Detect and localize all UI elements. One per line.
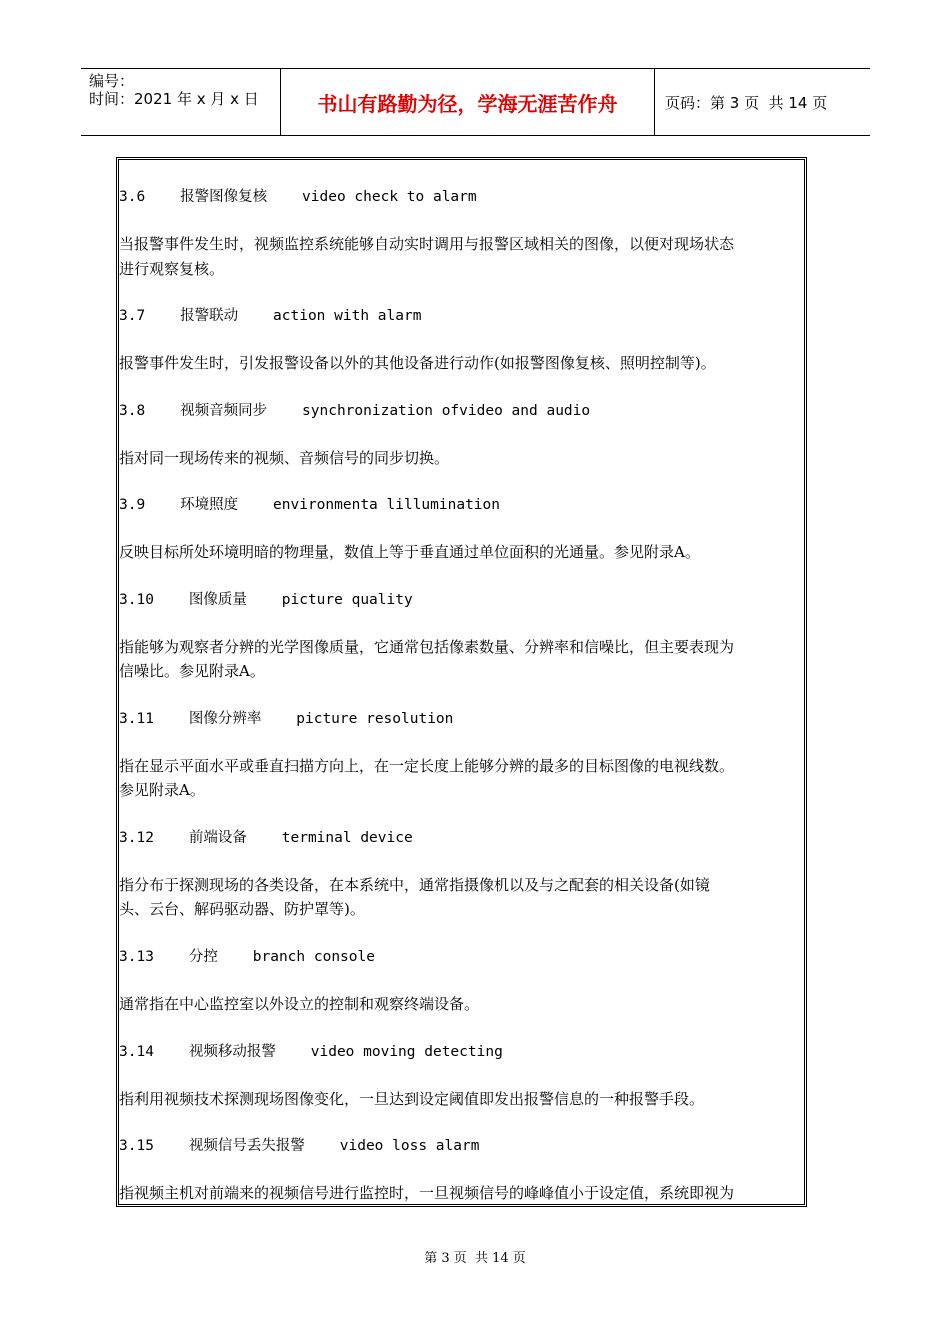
serial-number-label: 编号： (89, 72, 135, 90)
term-heading: 3.13 分控 branch console (119, 949, 375, 965)
term-heading: 3.14 视频移动报警 video moving detecting (119, 1044, 503, 1060)
definition-line: 反映目标所处环境明暗的物理量，数值上等于垂直通过单位面积的光通量。参见附录A。 (119, 543, 700, 561)
definition-line: 信噪比。参见附录A。 (119, 662, 265, 680)
page-header (81, 68, 870, 136)
content-frame (116, 157, 807, 1207)
definition-line: 当报警事件发生时，视频监控系统能够自动实时调用与报警区域相关的图像，以便对现场状态 (119, 235, 735, 253)
definition-line: 头、云台、解码驱动器、防护罩等)。 (119, 900, 365, 918)
definition-line: 指视频主机对前端来的视频信号进行监控时，一旦视频信号的峰峰值小于设定值，系统即视为 (119, 1184, 735, 1202)
definition-line: 指在显示平面水平或垂直扫描方向上，在一定长度上能够分辨的最多的目标图像的电视线数。 (119, 757, 735, 775)
term-heading: 3.10 图像质量 picture quality (119, 592, 413, 608)
page-footer: 第 3 页 共 14 页 (424, 1251, 526, 1266)
definition-line: 报警事件发生时，引发报警设备以外的其他设备进行动作(如报警图像复核、照明控制等)。 (119, 354, 716, 372)
definition-line: 指能够为观察者分辨的光学图像质量，它通常包括像素数量、分辨率和信噪比，但主要表现为 (119, 638, 735, 656)
definition-line: 指分布于探测现场的各类设备，在本系统中，通常指摄像机以及与之配套的相关设备(如镜 (119, 876, 710, 894)
definition-line: 指对同一现场传来的视频、音频信号的同步切换。 (119, 449, 450, 467)
header-page-info (655, 69, 870, 135)
term-heading: 3.11 图像分辨率 picture resolution (119, 711, 454, 727)
term-heading: 3.15 视频信号丢失报警 video loss alarm (119, 1138, 480, 1154)
term-heading: 3.6 报警图像复核 video check to alarm (119, 189, 477, 205)
term-heading: 3.7 报警联动 action with alarm (119, 308, 422, 324)
definition-line: 指利用视频技术探测现场图像变化，一旦达到设定阈值即发出报警信息的一种报警手段。 (119, 1090, 705, 1108)
definition-line: 通常指在中心监控室以外设立的控制和观察终端设备。 (119, 995, 480, 1013)
date-label: 时间：2021 年 x 月 x 日 (89, 90, 259, 108)
term-heading: 3.8 视频音频同步 synchronization ofvideo and audio (119, 403, 591, 419)
definition-line: 参见附录A。 (119, 781, 205, 799)
term-heading: 3.9 环境照度 environmenta lillumination (119, 497, 500, 513)
term-heading: 3.12 前端设备 terminal device (119, 830, 413, 846)
header-meta (81, 69, 281, 135)
page-info-text: 页码：第 3 页 共 14 页 (665, 93, 828, 112)
definition-line: 进行观察复核。 (119, 260, 225, 278)
header-motto: 书山有路勤为径，学海无涯苦作舟 (281, 69, 655, 135)
